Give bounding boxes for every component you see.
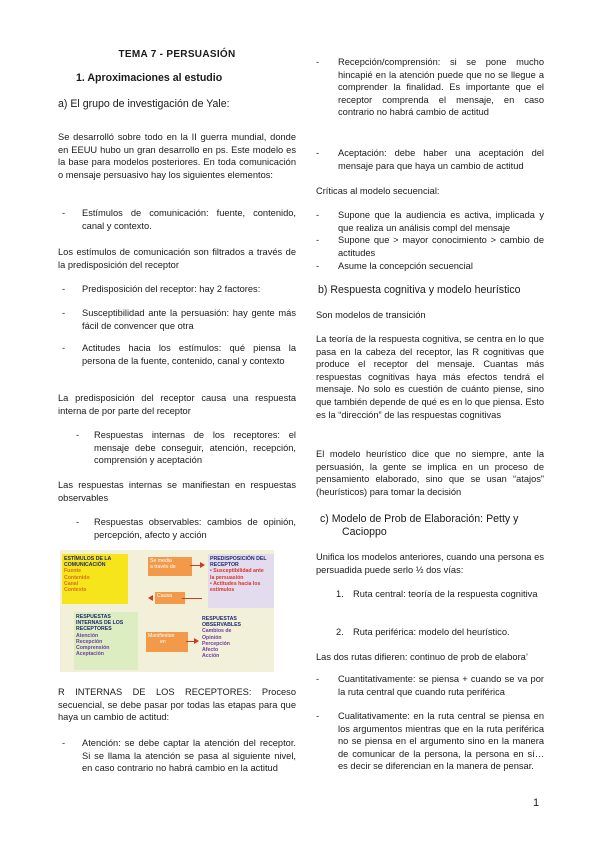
list-item-cualitativamente: - Cualitativamente: en la ruta central se piensa en los argumentos mientras que en la ruta periférica no se piensa en el argumento sino en la manera de comunicar de la persona, la persona en sí… es decir se diferencian en la manera de pensar. xyxy=(316,711,544,772)
numbered-item-ruta-central: 1. Ruta central: teoría de la respuesta cognitiva xyxy=(336,589,538,599)
dash-bullet: - xyxy=(62,208,66,218)
yale-model-diagram xyxy=(60,550,274,672)
list-item-respuestas-observables: - Respuestas observables: cambios de opinión, percepción, afecto y acción xyxy=(76,517,296,540)
causa-box: Causa xyxy=(155,592,185,604)
criticas-heading: Críticas al modelo secuencial: xyxy=(316,186,440,196)
page-number: 1 xyxy=(533,797,540,809)
numbered-item-ruta-periferica: 2. Ruta periférica: modelo del heurístico. xyxy=(336,627,510,637)
list-item-recepcion: - Recepción/comprensión: si se pone mucho hincapié en la atención puede que no se llegue a comprender la finalidad. Es importante que el receptor comprenda el mensaje, en caso contrario no habrá cambio de actitud xyxy=(316,57,544,118)
transicion-note: Son modelos de transición xyxy=(316,310,426,320)
section-heading-1: 1. Aproximaciones al estudio xyxy=(76,72,223,84)
list-item-critica-3: - Asume la concepción secuencial xyxy=(316,261,473,271)
paragraph-filtrados: Los estímulos de comunicación son filtrados a través de la predisposición del receptor xyxy=(58,247,296,270)
list-item-actitudes: - Actitudes hacia los estímulos: qué piensa la persona de la fuente, contenido, canal y contexto xyxy=(62,343,296,366)
list-item-aceptacion: - Aceptación: debe haber una aceptación del mensaje para que haya un cambio de actitud xyxy=(316,148,544,171)
list-item-predisposicion: - Predisposición del receptor: hay 2 factores: xyxy=(62,284,261,294)
subsection-heading-b: b) Respuesta cognitiva y modelo heurístico xyxy=(318,284,521,296)
list-item-atencion: - Atención: se debe captar la atención del receptor. Si se llama la atención se pasa al siguiente nivel, en caso contrario no habrá cambio en la actitud xyxy=(62,738,296,774)
respuestas-internas-box: RESPUESTAS INTERNAS DE LOS RECEPTORES Atención Recepción Comprensión Aceptación xyxy=(74,612,138,670)
subsection-heading-c: c) Modelo de Prob de Elaboración: Petty y Cacioppo xyxy=(320,513,519,538)
paragraph-respuesta-interna: La predisposición del receptor causa una respuesta interna de por parte del receptor xyxy=(58,393,296,416)
arrow-right-icon xyxy=(194,638,199,644)
list-item-critica-2: - Supone que > mayor conocimiento > cambio de actitudes xyxy=(316,235,544,258)
arrow-line xyxy=(190,565,200,566)
list-item-estimulos: - Estímulos de comunicación: fuente, contenido, canal y contexto. xyxy=(62,208,296,231)
estimulos-box: ESTÍMULOS DE LA COMUNICACIÓN Fuente Contenido Canal Contexto xyxy=(62,554,128,604)
respuestas-observables-box: RESPUESTAS OBSERVABLES Cambios de Opinión Percepción Afecto Acción xyxy=(200,614,260,672)
paragraph-unifica: Unifica los modelos anteriores, cuando una persona es persuadida puede serlo ½ dos vías: xyxy=(316,552,544,575)
paragraph-difieren: Las dos rutas difieren: continuo de prob de elabora’ xyxy=(316,652,528,662)
page-title: TEMA 7 - PERSUASIÓN xyxy=(118,49,236,60)
se-media-box: Se media a través de xyxy=(148,557,192,576)
arrow-left-icon xyxy=(148,595,153,601)
list-item-cuantitativamente: - Cuantitativamente: se piensa + cuando se va por la ruta central que cuando ruta periférica xyxy=(316,674,544,697)
paragraph-r-internas: R INTERNAS DE LOS RECEPTORES: Proceso secuencial, se debe pasar por todas las etapas para que haya un cambio de actitud: xyxy=(58,687,296,723)
arrow-line xyxy=(182,598,202,599)
list-item-critica-1: - Supone que la audiencia es activa, implicada y que realiza un análisis compl del mensaje xyxy=(316,210,544,233)
arrow-line xyxy=(186,641,194,642)
arrow-right-icon xyxy=(200,562,205,568)
paragraph-yale-intro: Se desarrolló sobre todo en la II guerra mundial, donde en EEUU hubo un gran desarrollo en ps. Este modelo es la base para modelos posteriores. En toda comunicación o mensaje persuasivo hay los siguientes elementos: xyxy=(58,132,296,180)
predisposicion-box: PREDISPOSICIÓN DEL RECEPTOR • Susceptibilidad ante la persuasión • Actitudes hacia los estímulos xyxy=(208,554,274,608)
paragraph-heuristico: El modelo heurístico dice que no siempre, ante la persuasión, la gente se implica en un proceso de pensamiento elaborado, sino que se usan “atajos” (heurísticos) para tomar la decisión xyxy=(316,449,544,497)
list-item-respuestas-internas: - Respuestas internas de los receptores: el mensaje debe conseguir, atención, recepción, comprensión y aceptación xyxy=(76,430,296,466)
subsection-heading-a: a) El grupo de investigación de Yale: xyxy=(58,98,230,110)
list-item-susceptibilidad: - Susceptibilidad ante la persuasión: hay gente más fácil de convencer que otra xyxy=(62,308,296,331)
paragraph-respuesta-cognitiva: La teoría de la respuesta cognitiva, se centra en lo que pasa en la cabeza del receptor, las R cognitivas que produce el receptor del mensaje. Cuantas más respuestas cognitivas haya más efectos tendrá el mensaje. No solo es cuestión de cuánto piense, sino que también depende de qué es en lo que piensa. Esto es la “dirección” de las respuestas cognitivas xyxy=(316,334,544,420)
paragraph-manifiestan: Las respuestas internas se manifiestan en respuestas observables xyxy=(58,480,296,503)
manifiestan-box: Manifiestan en xyxy=(146,632,188,652)
